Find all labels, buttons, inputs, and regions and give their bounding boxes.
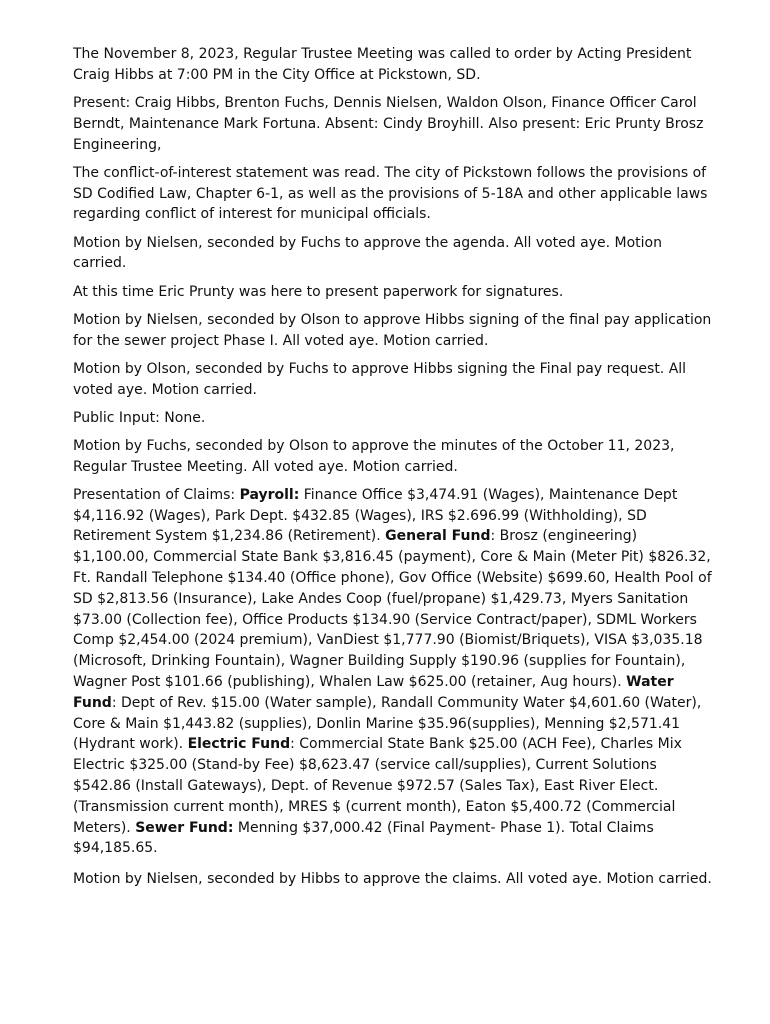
sewer-fund-text: Menning $37,000.42 (Final Payment- Phase 1). Total Claims $94,185.65.	[73, 819, 654, 857]
minutes-approval-motion-paragraph: Motion by Fuchs, seconded by Olson to approve the minutes of the October 11, 2023, Regular Trustee Meeting. All voted aye. Motion carried.	[73, 437, 675, 475]
water-fund-text: : Dept of Rev. $15.00 (Water sample), Randall Community Water $4,601.60 (Water), Core & Main $1,443.82 (supplies), Donlin Marine $35.96(supplies), Menning $2,571.41 (Hydrant work).	[73, 694, 702, 753]
public-input-paragraph: Public Input: None.	[73, 409, 206, 426]
attendance-paragraph: Present: Craig Hibbs, Brenton Fuchs, Dennis Nielsen, Waldon Olson, Finance Officer Carol Berndt, Maintenance Mark Fortuna. Absent: Cindy Broyhill. Also present: Eric Prunty Brosz Engineering,	[73, 94, 704, 153]
general-fund-text: : Brosz (engineering) $1,100.00, Commercial State Bank $3,816.45 (payment), Core & Main (Meter Pit) $826.32, Ft. Randall Telephone $134.40 (Office phone), Gov Office (Website) $699.60, Health Pool of SD $2,813.56 (Insurance), Lake Andes Coop (fuel/propane) $1,429.73, Myers Sanitation $73.00 (Collection fee), Office Products $134.90 (Service Contract/paper), SDML Workers Comp $2,454.00 (2024 premium), VanDiest $1,777.90 (Biomist/Briquets), VISA $3,035.18 (Microsoft, Drinking Fountain), Wagner Building Supply $190.96 (supplies for Fountain), Wagner Post $101.66 (publishing), Whalen Law $625.00 (retainer, Aug hours).	[73, 528, 712, 691]
electric-fund-heading: Electric Fund	[187, 736, 291, 753]
sewer-fund-heading: Sewer Fund:	[135, 819, 234, 836]
eric-prunty-paragraph: At this time Eric Prunty was here to present paperwork for signatures.	[73, 283, 564, 300]
conflict-of-interest-paragraph: The conflict-of-interest statement was read. The city of Pickstown follows the provisions of SD Codified Law, Chapter 6-1, as well as the provisions of 5-18A and other applicable laws regarding conflict of interest for municipal officials.	[73, 164, 708, 223]
claims-intro: Presentation of Claims:	[73, 486, 240, 503]
payroll-heading: Payroll:	[239, 486, 300, 503]
general-fund-heading: General Fund	[385, 528, 491, 545]
call-to-order-paragraph: The November 8, 2023, Regular Trustee Meeting was called to order by Acting President Craig Hibbs at 7:00 PM in the City Office at Pickstown, SD.	[73, 46, 692, 83]
final-pay-application-motion-paragraph: Motion by Nielsen, seconded by Olson to approve Hibbs signing of the final pay application for the sewer project Phase I. All voted aye. Motion carried.	[73, 311, 712, 349]
electric-fund-text: : Commercial State Bank $25.00 (ACH Fee), Charles Mix Electric $325.00 (Stand-by Fee) $8,623.47 (service call/supplies), Current Solutions $542.86 (Install Gateways), Dept. of Revenue $972.57 (Sales Tax), East River Elect. (Transmission current month), MRES $ (current month), Eaton $5,400.72 (Commercial Meters).	[73, 736, 682, 836]
claims-paragraph	[73, 485, 713, 859]
meeting-minutes-document	[73, 44, 713, 897]
water-fund-heading: Water Fund	[73, 674, 674, 711]
payroll-text: Finance Office $3,474.91 (Wages), Maintenance Dept $4,116.92 (Wages), Park Dept. $432.85 (Wages), IRS $2.696.99 (Withholding), SD Retirement System $1,234.86 (Retirement).	[73, 486, 678, 545]
claims-approval-motion-paragraph: Motion by Nielsen, seconded by Hibbs to approve the claims. All voted aye. Motion carried.	[73, 871, 712, 888]
final-pay-request-motion-paragraph: Motion by Olson, seconded by Fuchs to approve Hibbs signing the Final pay request. All voted aye. Motion carried.	[73, 360, 687, 398]
agenda-motion-paragraph: Motion by Nielsen, seconded by Fuchs to approve the agenda. All voted aye. Motion carried.	[73, 234, 662, 272]
